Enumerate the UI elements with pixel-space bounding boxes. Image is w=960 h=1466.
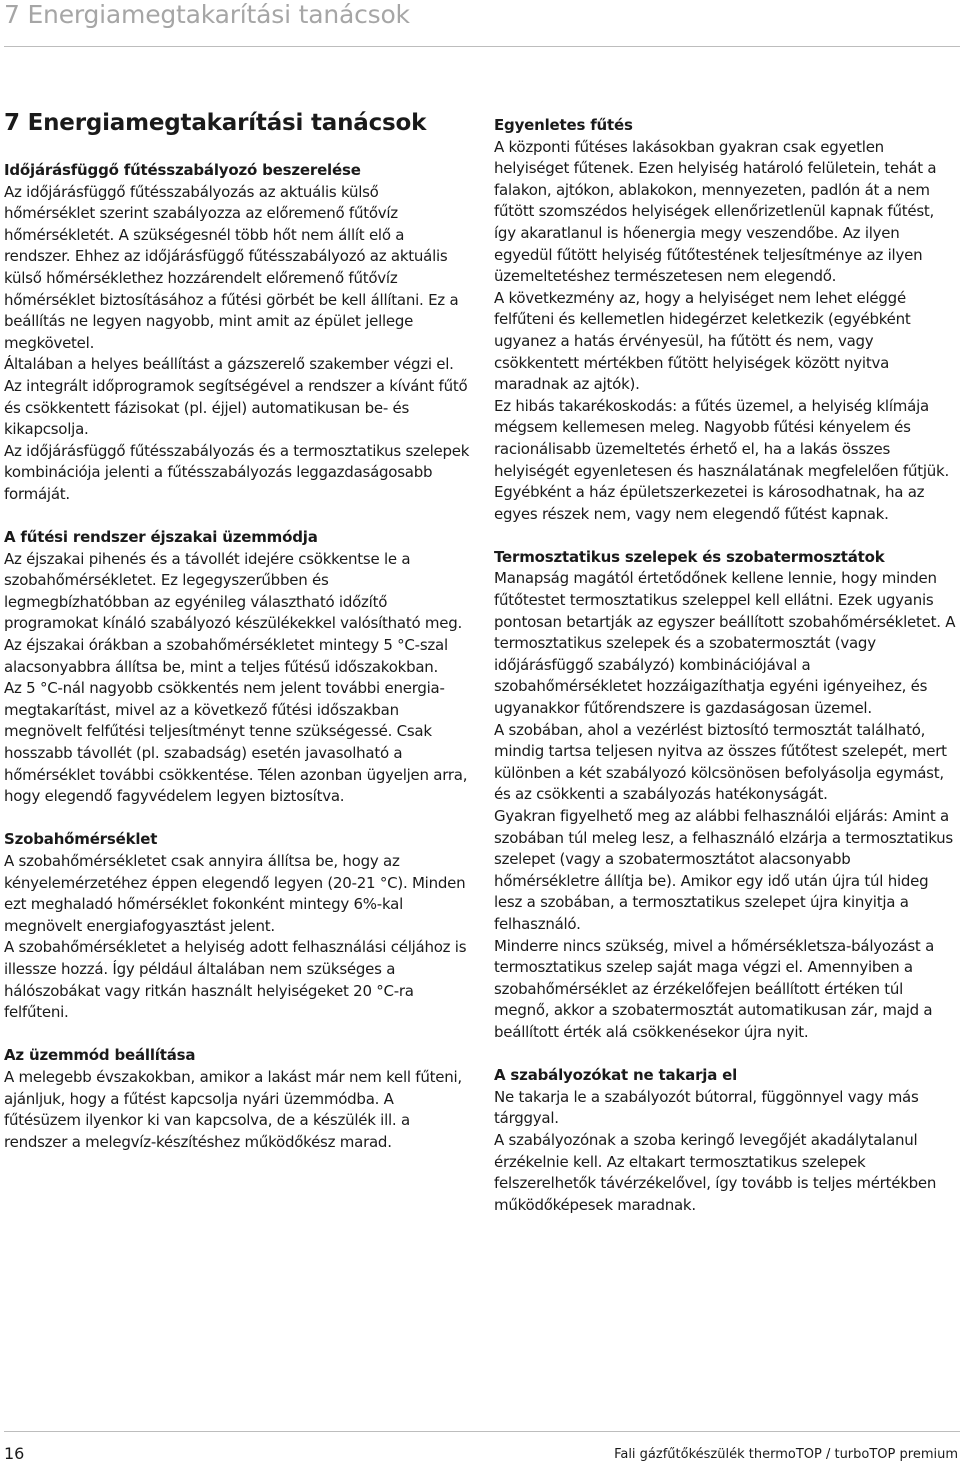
section-weather-controller	[4, 160, 474, 506]
footer-divider	[4, 1431, 960, 1432]
section-heading: Egyenletes fűtés	[494, 116, 633, 134]
section-heading: A fűtési rendszer éjszakai üzemmódja	[4, 528, 318, 547]
header-divider	[4, 46, 960, 47]
section-heading: Időjárásfüggő fűtésszabályozó beszerelése	[4, 161, 361, 179]
section-heading: Termosztatikus szelepek és szobatermosztátok	[494, 547, 885, 566]
paragraph: Az éjszakai órákban a szobahőmérsékletet mintegy 5 °C-szal alacsonyabbra állítsa be, mint a teljes fűtésű időszakokban.	[4, 636, 448, 676]
section-heading: A szabályozókat ne takarja el	[494, 1066, 738, 1085]
paragraph: Ez hibás takarékoskodás: a fűtés üzemel, a helyiség klímája mégsem kellemesen meleg. Nagyobb fűtési kényelem és racionálisabb üzemeltetés érhető el, ha a lakás összes helyiségét egyenletesen és használatának megfelelően fűtjük.	[494, 396, 949, 480]
paragraph: Manapság magától értetődőnek kellene lennie, hogy minden fűtőtestet termosztatikus szeleppel kell ellátni. Ezek ugyanis pontosan betartják az egyszer beállított szobahőmérsékletet. A termosztatikus szelepek és a szobatermosztát (vagy időjárásfüggő szabályzó) kombinációjával a szobahőmérsékletet hozzáigazíthatja egyéni igényeihez, és ugyanakkor fűtőrendszere is gazdaságosan üzemel.	[494, 569, 956, 718]
section-operating-mode	[4, 1045, 474, 1153]
section-heading: Szobahőmérséklet	[4, 830, 158, 849]
paragraph: A szobahőmérsékletet a helyiség adott felhasználási céljához is illessze hozzá. Így például általában nem szükséges a hálószobákat vagy ritkán használt helyiségeket 20 °C-ra felfűteni.	[4, 938, 467, 1022]
paragraph: A szabályozónak a szoba keringő levegőjét akadálytalanul érzékelnie kell. Az eltakart termosztatikus szelepek felszerelhetők távérzékelővel, így tovább is teljes mértékben működőképesek maradnak.	[494, 1130, 937, 1214]
footer-document-title: Fali gázfűtőkészülék thermoTOP / turboTOP premium	[614, 1447, 958, 1462]
paragraph: Az időjárásfüggő fűtésszabályozás az aktuális külső hőmérséklet szerint szabályozza az előremenő fűtővíz hőmérsékletét. A szükségesnél több hőt nem állít elő a rendszer. Ehhez az időjárásfüggő fűtésszabályozó az aktuális külső hőmérséklethez hozzárendelt előremenő fűtővíz hőmérséklet biztosításához a fűtési görbét be kell állítani. Ez a beállítás ne legyen nagyobb, mint amit az épület jellege megkövetel.	[4, 182, 459, 352]
section-room-temperature	[4, 829, 474, 1023]
left-column	[4, 160, 474, 1153]
chapter-title: 7 Energiamegtakarítási tanácsok	[4, 110, 427, 136]
paragraph: Általában a helyes beállítást a gázszerelő szakember végzi el. Az integrált időprogramok segítségével a rendszer a kívánt fűtő és csökkentett fázisokat (pl. éjjel) automatikusan be- és kikapcsolja.	[4, 355, 468, 439]
running-header: 7 Energiamegtakarítási tanácsok	[4, 0, 410, 29]
paragraph: A központi fűtéses lakásokban gyakran csak egyetlen helyiséget fűtenek. Ezen helyiség határoló felületein, tehát a falakon, ajtókon, ablakokon, mennyezeten, padlón át a nem fűtött szomszédos helyiségek ellenőrizetlenül kapnak fűtést, így akaratlanul is hőenergia megy veszendőbe. Az ilyen egyedül fűtött helyiség fűtőtestének teljesítménye az ilyen üzemeltetéshez természetesen nem elegendő.	[494, 137, 937, 286]
section-heading: Az üzemmód beállítása	[4, 1046, 196, 1065]
paragraph: A melegebb évszakokban, amikor a lakást már nem kell fűteni, ajánljuk, hogy a fűtést kapcsolja nyári üzemmódba. A fűtésüzem ilyenkor ki van kapcsolva, de a készülék ill. a rendszer a melegvíz-készítéshez működőkész marad.	[4, 1067, 462, 1151]
paragraph: A következmény az, hogy a helyiséget nem lehet eléggé felfűteni és kellemetlen hidegérzet keletkezik (egyébként ugyanez a hatás érvényesül, ha fűtött és nem, vagy csökkentett mértékben fűtött helyiségek között nyitva maradnak az ajtók).	[494, 288, 911, 394]
paragraph: Ne takarja le a szabályozót bútorral, függönnyel vagy más tárggyal.	[494, 1087, 919, 1128]
paragraph: A szobában, ahol a vezérlést biztosító termosztát található, mindig tartsa teljesen nyitva az összes fűtőtest szelepét, mert különben a két szabályozó kölcsönösen befolyásolja egymást, és az csökkenti a szabályozás hatékonyságát.	[494, 720, 947, 804]
paragraph: Az 5 °C-nál nagyobb csökkentés nem jelent további energia-megtakarítást, mivel az a következő fűtési időszakban megnövelt felfűtési teljesítményt tenne szükségessé. Csak hosszabb távollét (pl. szabadság) esetén javasolható a hőmérséklet további csökkentése. Télen azonban ügyeljen arra, hogy elegendő fagyvédelem legyen biztosítva.	[4, 679, 468, 806]
section-thermostatic-valves	[494, 547, 960, 1044]
paragraph: Az éjszakai pihenés és a távollét idejére csökkentse le a szobahőmérsékletet. Ez legegyszerűbben és legmegbízhatóbban az egyénileg választható időzítő programokat kínáló szabályozó készülékekkel valósítható meg.	[4, 549, 463, 633]
section-even-heating	[494, 115, 960, 525]
paragraph: Egyébként a ház épületszerkezetei is károsodhatnak, ha az egyes részek nem, vagy nem elegendő fűtést kapnak.	[494, 483, 925, 523]
section-do-not-cover	[494, 1065, 960, 1216]
paragraph: Az időjárásfüggő fűtésszabályozás és a termosztatikus szelepek kombinációja jelenti a fűtésszabályozás leggazdaságosabb formáját.	[4, 441, 470, 503]
paragraph: Minderre nincs szükség, mivel a hőmérsékletsza-bályozást a termosztatikus szelep saját maga végzi el. Amennyiben a szobahőmérséklet az érzékelőfejen beállított értéken túl megnő, akkor a szobatermosztát automatikusan zár, majd a beállított érték alá csökkenésekor újra nyit.	[494, 936, 935, 1041]
right-column	[494, 115, 960, 1216]
paragraph: A szobahőmérsékletet csak annyira állítsa be, hogy az kényelemérzetéhez éppen elegendő legyen (20-21 °C). Minden ezt meghaladó hőmérséklet fokonként mintegy 6%-kal megnövelt energiafogyasztást jelent.	[4, 852, 466, 935]
paragraph: Gyakran figyelhető meg az alábbi felhasználói eljárás: Amint a szobában túl meleg lesz, a felhasználó elzárja a termosztatikus szelepet (vagy a szobatermosztátot alacsonyabb hőmérsékletre állítja be). Amikor egy idő után újra túl hideg lesz a szobában, a termosztatikus szelepet újra kinyitja a felhasználó.	[494, 807, 953, 933]
page-number: 16	[4, 1444, 25, 1463]
section-night-mode	[4, 527, 474, 808]
